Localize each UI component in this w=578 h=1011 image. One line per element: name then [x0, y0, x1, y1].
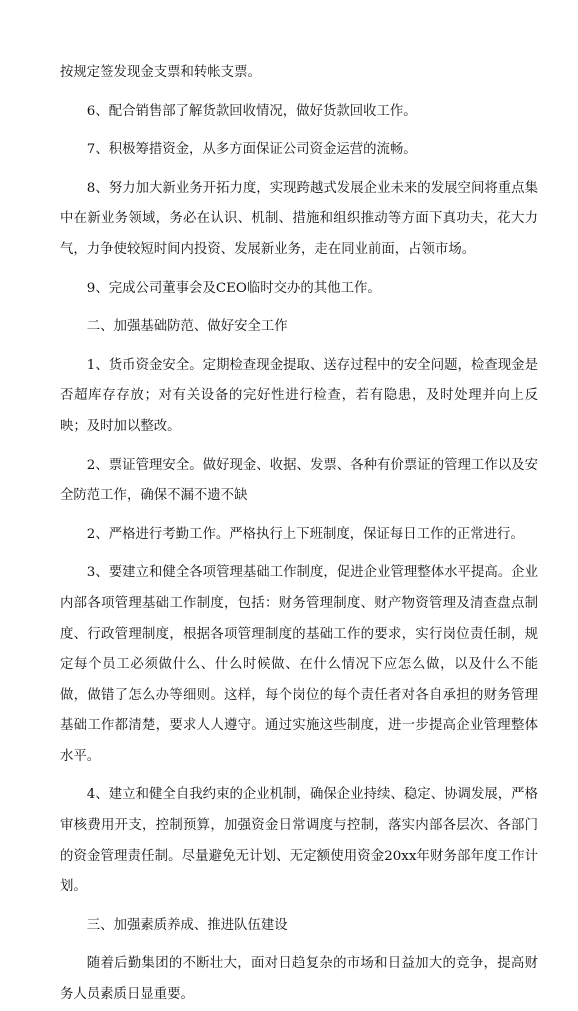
paragraph-self-restraint: 4、建立和健全自我约束的企业机制，确保企业持续、稳定、协调发展，严格审核费用开支，控制预算，加强资金日常调度与控制，落实内部各层次、各部门的资金管理责任制。尽量避免无计划、无定额使用资金20xx年财务部年度工作计划。 [60, 787, 538, 895]
paragraph-staff-quality: 随着后勤集团的不断壮大，面对日趋复杂的市场和日益加大的竞争，提高财务人员素质日显重要。 [60, 956, 538, 1003]
paragraph-cash-security: 1、货币资金安全。定期检查现金提取、送存过程中的安全问题，检查现金是否超库存存放；对有关设备的完好性进行检查，若有隐患，及时处理并向上反映；及时加以整改。 [60, 357, 538, 434]
paragraph-attendance: 2、严格进行考勤工作。严格执行上下班制度，保证每日工作的正常进行。 [86, 526, 524, 542]
paragraph-item-6: 6、配合销售部了解货款回收情况，做好货款回收工作。 [86, 103, 417, 119]
paragraph-item-9: 9、完成公司董事会及CEO临时交办的其他工作。 [86, 280, 381, 296]
paragraph-continuation: 按规定签发现金支票和转帐支票。 [60, 65, 261, 80]
section-heading-3: 三、加强素质养成、推进队伍建设 [86, 917, 288, 933]
paragraph-item-8: 8、努力加大新业务开拓力度，实现跨越式发展企业未来的发展空间将重点集中在新业务领域，务必在认识、机制、措施和组织推动等方面下真功夫，花大力气，力争使较短时间内投资、发展新业务，走在同业前面，占领市场。 [60, 180, 538, 257]
paragraph-item-7: 7、积极筹措资金，从多方面保证公司资金运营的流畅。 [86, 142, 417, 158]
paragraph-voucher-security: 2、票证管理安全。做好现金、收据、发票、各种有价票证的管理工作以及安全防范工作，确保不漏不遗不缺 [60, 457, 538, 504]
paragraph-management-system: 3、要建立和健全各项管理基础工作制度，促进企业管理整体水平提高。企业内部各项管理基础工作制度，包括：财务管理制度、财产物资管理及清查盘点制度、行政管理制度，根据各项管理制度的基础工作的要求，实行岗位责任制，规定每个员工必须做什么、什么时候做、在什么情况下应怎么做，以及什么不能做，做错了怎么办等细则。这样，每个岗位的每个责任者对各自承担的财务管理基础工作都清楚，要求人人遵守。通过实施这些制度，进一步提高企业管理整体水平。 [60, 565, 538, 764]
section-heading-2: 二、加强基础防范、做好安全工作 [86, 319, 288, 335]
